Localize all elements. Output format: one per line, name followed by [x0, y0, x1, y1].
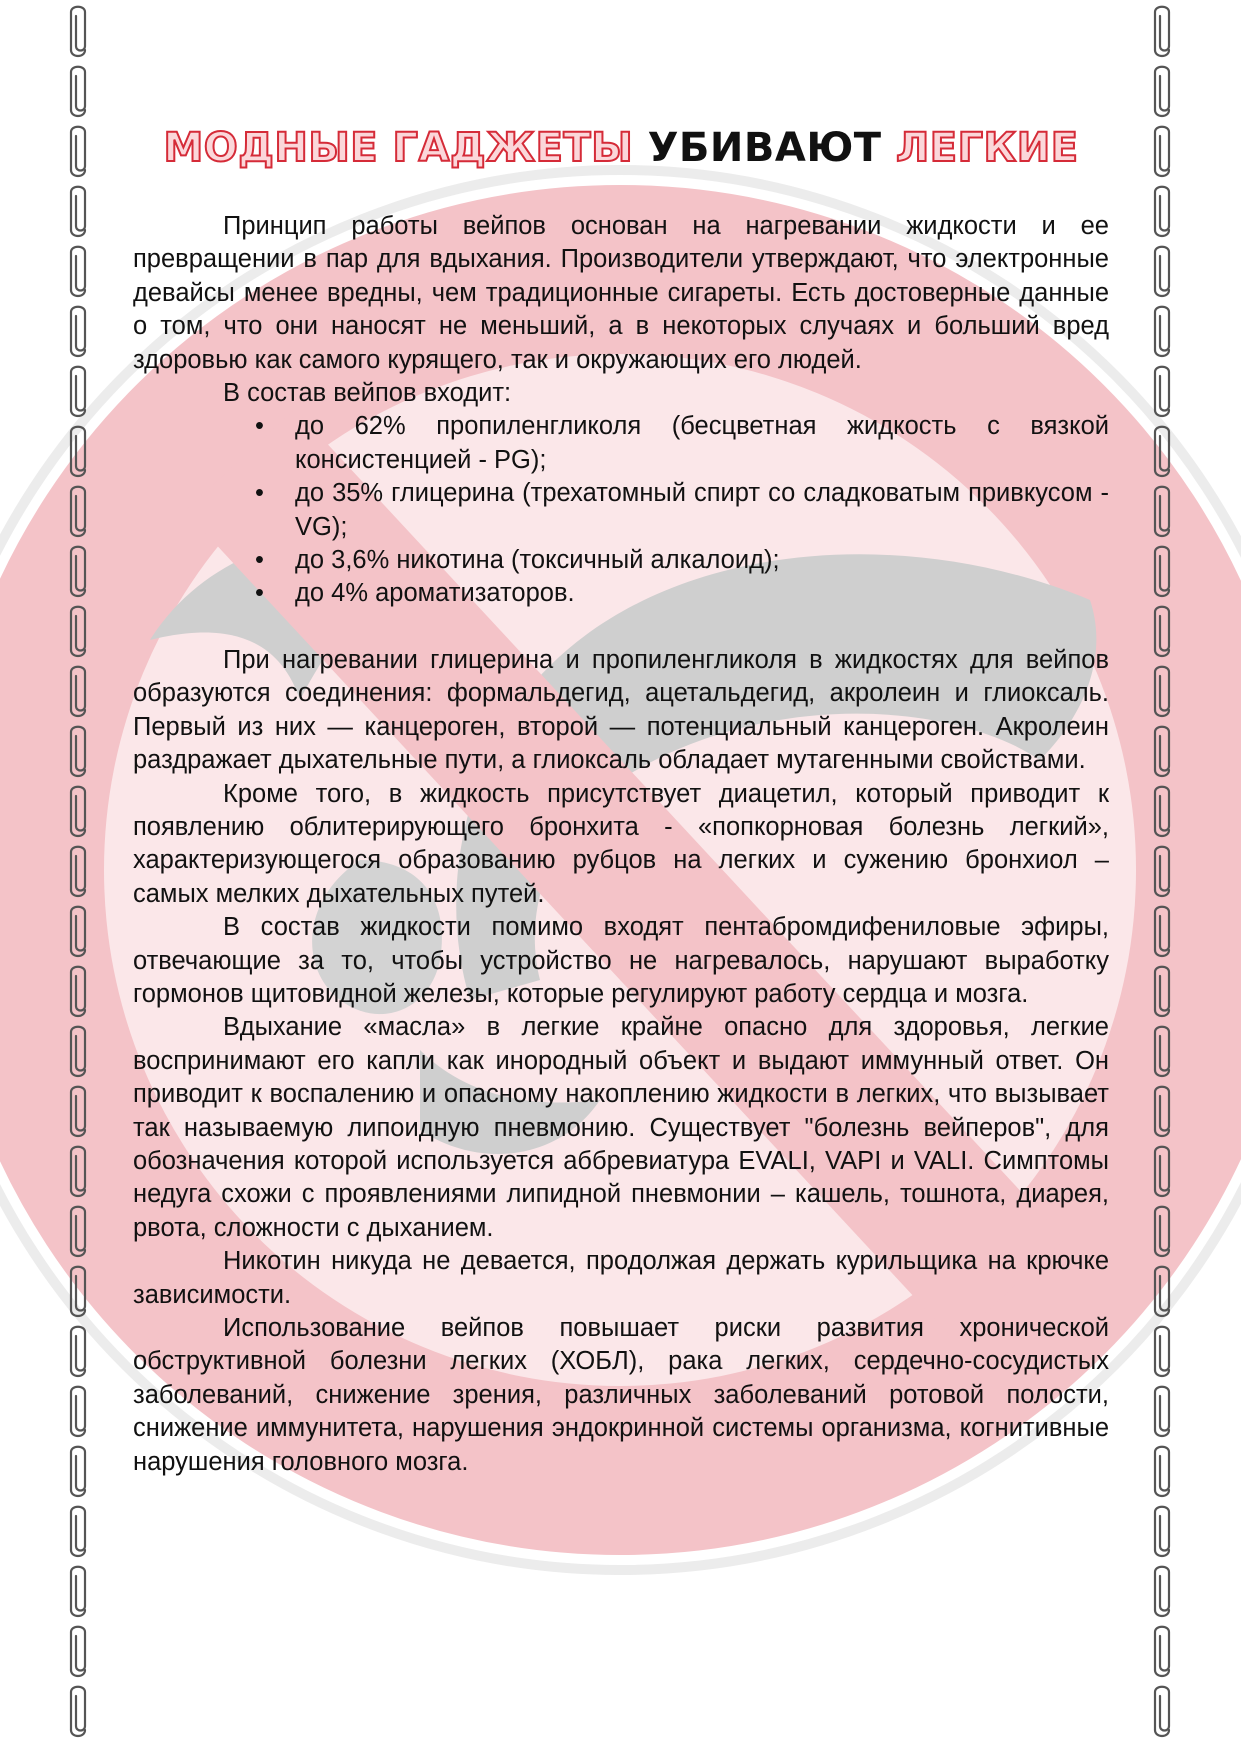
list-item	[255, 477, 1109, 544]
composition-list	[133, 410, 1109, 610]
bullet-marker: •	[255, 579, 264, 608]
title-part-2: УБИВАЮТ	[647, 125, 882, 171]
right-paperclip-border	[1146, 0, 1178, 1755]
page-title	[133, 118, 1109, 178]
body-paragraph: Кроме того, в жидкость присутствует диацетил, который приводит к появлению облитерирующего бронхита - «попкорновая болезнь легкий», характеризующегося образованию рубцов на легких и сужению бронхиол – самых мелких дыхательных путей.	[133, 779, 1109, 908]
list-item-text: до 3,6% никотина (токсичный алкалоид);	[295, 546, 780, 575]
body-paragraph: При нагревании глицерина и пропиленгликоля в жидкостях для вейпов образуются соединения: формальдегид, ацетальдегид, акролеин и глиоксаль. Первый из них — канцероген, второй — потенциальный канцероген. Акролеин раздражает дыхательные пути, а глиоксаль обладает мутагенными свойствами.	[133, 645, 1109, 775]
left-paperclip-border	[62, 0, 94, 1755]
list-item-text: до 35% глицерина (трехатомный спирт со сладковатым привкусом - VG);	[295, 479, 1109, 541]
title-part-1: МОДНЫЕ ГАДЖЕТЫ	[163, 125, 634, 171]
body-paragraph: Никотин никуда не девается, продолжая держать курильщика на крючке зависимости.	[133, 1247, 1109, 1309]
bullet-marker: •	[255, 546, 264, 575]
list-item	[255, 544, 1109, 577]
intro-paragraph: Принцип работы вейпов основан на нагревании жидкости и ее превращении в пар для вдыхания. Производители утверждают, что электронные девайсы менее вредны, чем традиционные сигареты. Есть достоверные данные о том, что они наносят не меньший, а в некоторых случаях и больший вред здоровью как самого курящего, так и окружающих его людей.	[133, 212, 1109, 374]
body-paragraph: В состав жидкости помимо входят пентабромдифениловые эфиры, отвечающие за то, чтобы устройство не нагревалось, нарушают выработку гормонов щитовидной железы, которые регулируют работу сердца и мозга.	[133, 913, 1109, 1008]
spacer	[133, 611, 1109, 644]
list-item	[255, 577, 1109, 610]
article-body	[133, 210, 1109, 1479]
list-item	[255, 410, 1109, 477]
list-item-text: до 4% ароматизаторов.	[295, 579, 575, 608]
list-item-text: до 62% пропиленгликоля (бесцветная жидкость с вязкой консистенцией - PG);	[295, 412, 1109, 474]
bullet-marker: •	[255, 479, 264, 508]
body-paragraph: Использование вейпов повышает риски развития хронической обструктивной болезни легких (ХОБЛ), рака легких, сердечно-сосудистых заболеваний, снижение зрения, различных заболеваний ротовой полости, снижение иммунитета, нарушения эндокринной системы организма, когнитивные нарушения головного мозга.	[133, 1314, 1109, 1476]
body-paragraph: Вдыхание «масла» в легкие крайне опасно для здоровья, легкие воспринимают его капли как инородный объект и выдают иммунный ответ. Он приводит к воспалению и опасному накоплению жидкости в легких, что вызывает так называемую липоидную пневмонию. Существует "болезнь вейперов", для обозначения которой используется аббревиатура EVALI, VAPI и VALI. Симптомы недуга схожи с проявлениями липидной пневмонии – кашель, тошнота, диарея, рвота, сложности с дыханием.	[133, 1013, 1109, 1242]
composition-lead: В состав вейпов входит:	[223, 379, 512, 408]
bullet-marker: •	[255, 412, 264, 441]
document-content	[133, 118, 1109, 1479]
title-part-3: ЛЕГКИЕ	[896, 125, 1079, 171]
